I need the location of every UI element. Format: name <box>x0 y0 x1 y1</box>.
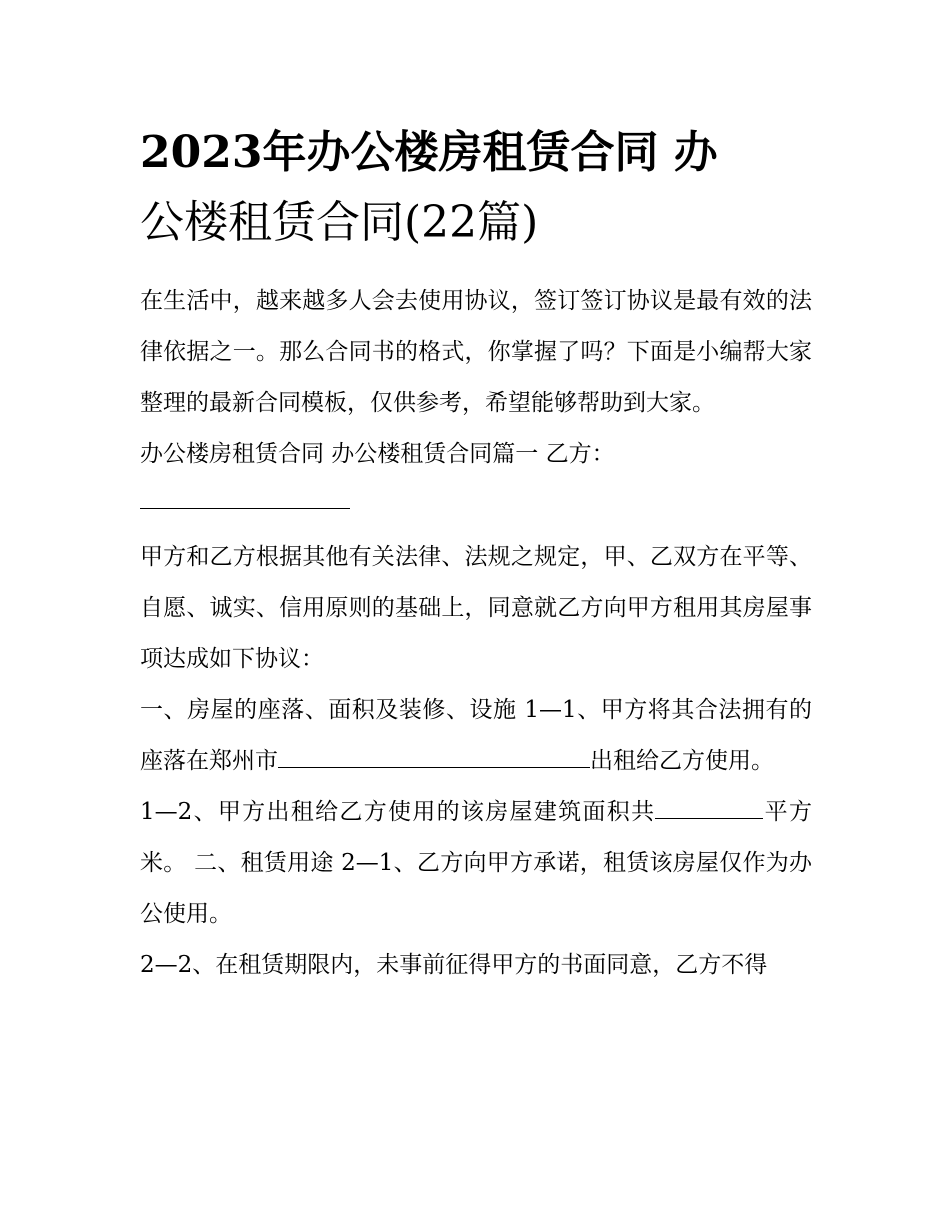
intro-paragraph: 在生活中，越来越多人会去使用协议，签订签订协议是最有效的法律依据之一。那么合同书的格式，你掌握了吗？下面是小编帮大家整理的最新合同模板，仅供参考，希望能够帮助到大家。 <box>140 288 812 416</box>
section-heading: 办公楼房租赁合同 办公楼租赁合同篇一 乙方： <box>140 441 615 467</box>
fill-in-blank-area <box>655 796 763 819</box>
fill-in-blank-address <box>278 745 590 768</box>
clause-1-1 <box>140 685 812 787</box>
clause-1-2-text: 1—2、甲方出租给乙方使用的该房屋建筑面积共 <box>140 799 656 825</box>
title-line-2: 公楼租赁合同(22篇) <box>140 197 539 248</box>
document-title <box>140 118 820 258</box>
document-body <box>140 276 812 991</box>
clause-1-1-text: 一、房屋的座落、面积及装修、设施 1—1、甲方将其合法拥有的座落在郑州市 <box>140 697 812 774</box>
title-line-1: 2023年办公楼房租赁合同 办 <box>140 127 718 178</box>
clause-1-2-tail: 平方米。 二、租赁用途 2—1、乙方向甲方承诺，租赁该房屋仅作为办公使用。 <box>140 799 812 927</box>
clause-2-2: 2—2、在租赁期限内，未事前征得甲方的书面同意，乙方不得 <box>140 952 768 978</box>
clause-1-2 <box>140 787 812 940</box>
agreement-paragraph: 甲方和乙方根据其他有关法律、法规之规定，甲、乙双方在平等、自愿、诚实、信用原则的基础上，同意就乙方向甲方租用其房屋事项达成如下协议： <box>140 544 812 672</box>
clause-1-1-tail: 出租给乙方使用。 <box>590 748 774 774</box>
fill-in-blank-party-b <box>140 480 350 509</box>
